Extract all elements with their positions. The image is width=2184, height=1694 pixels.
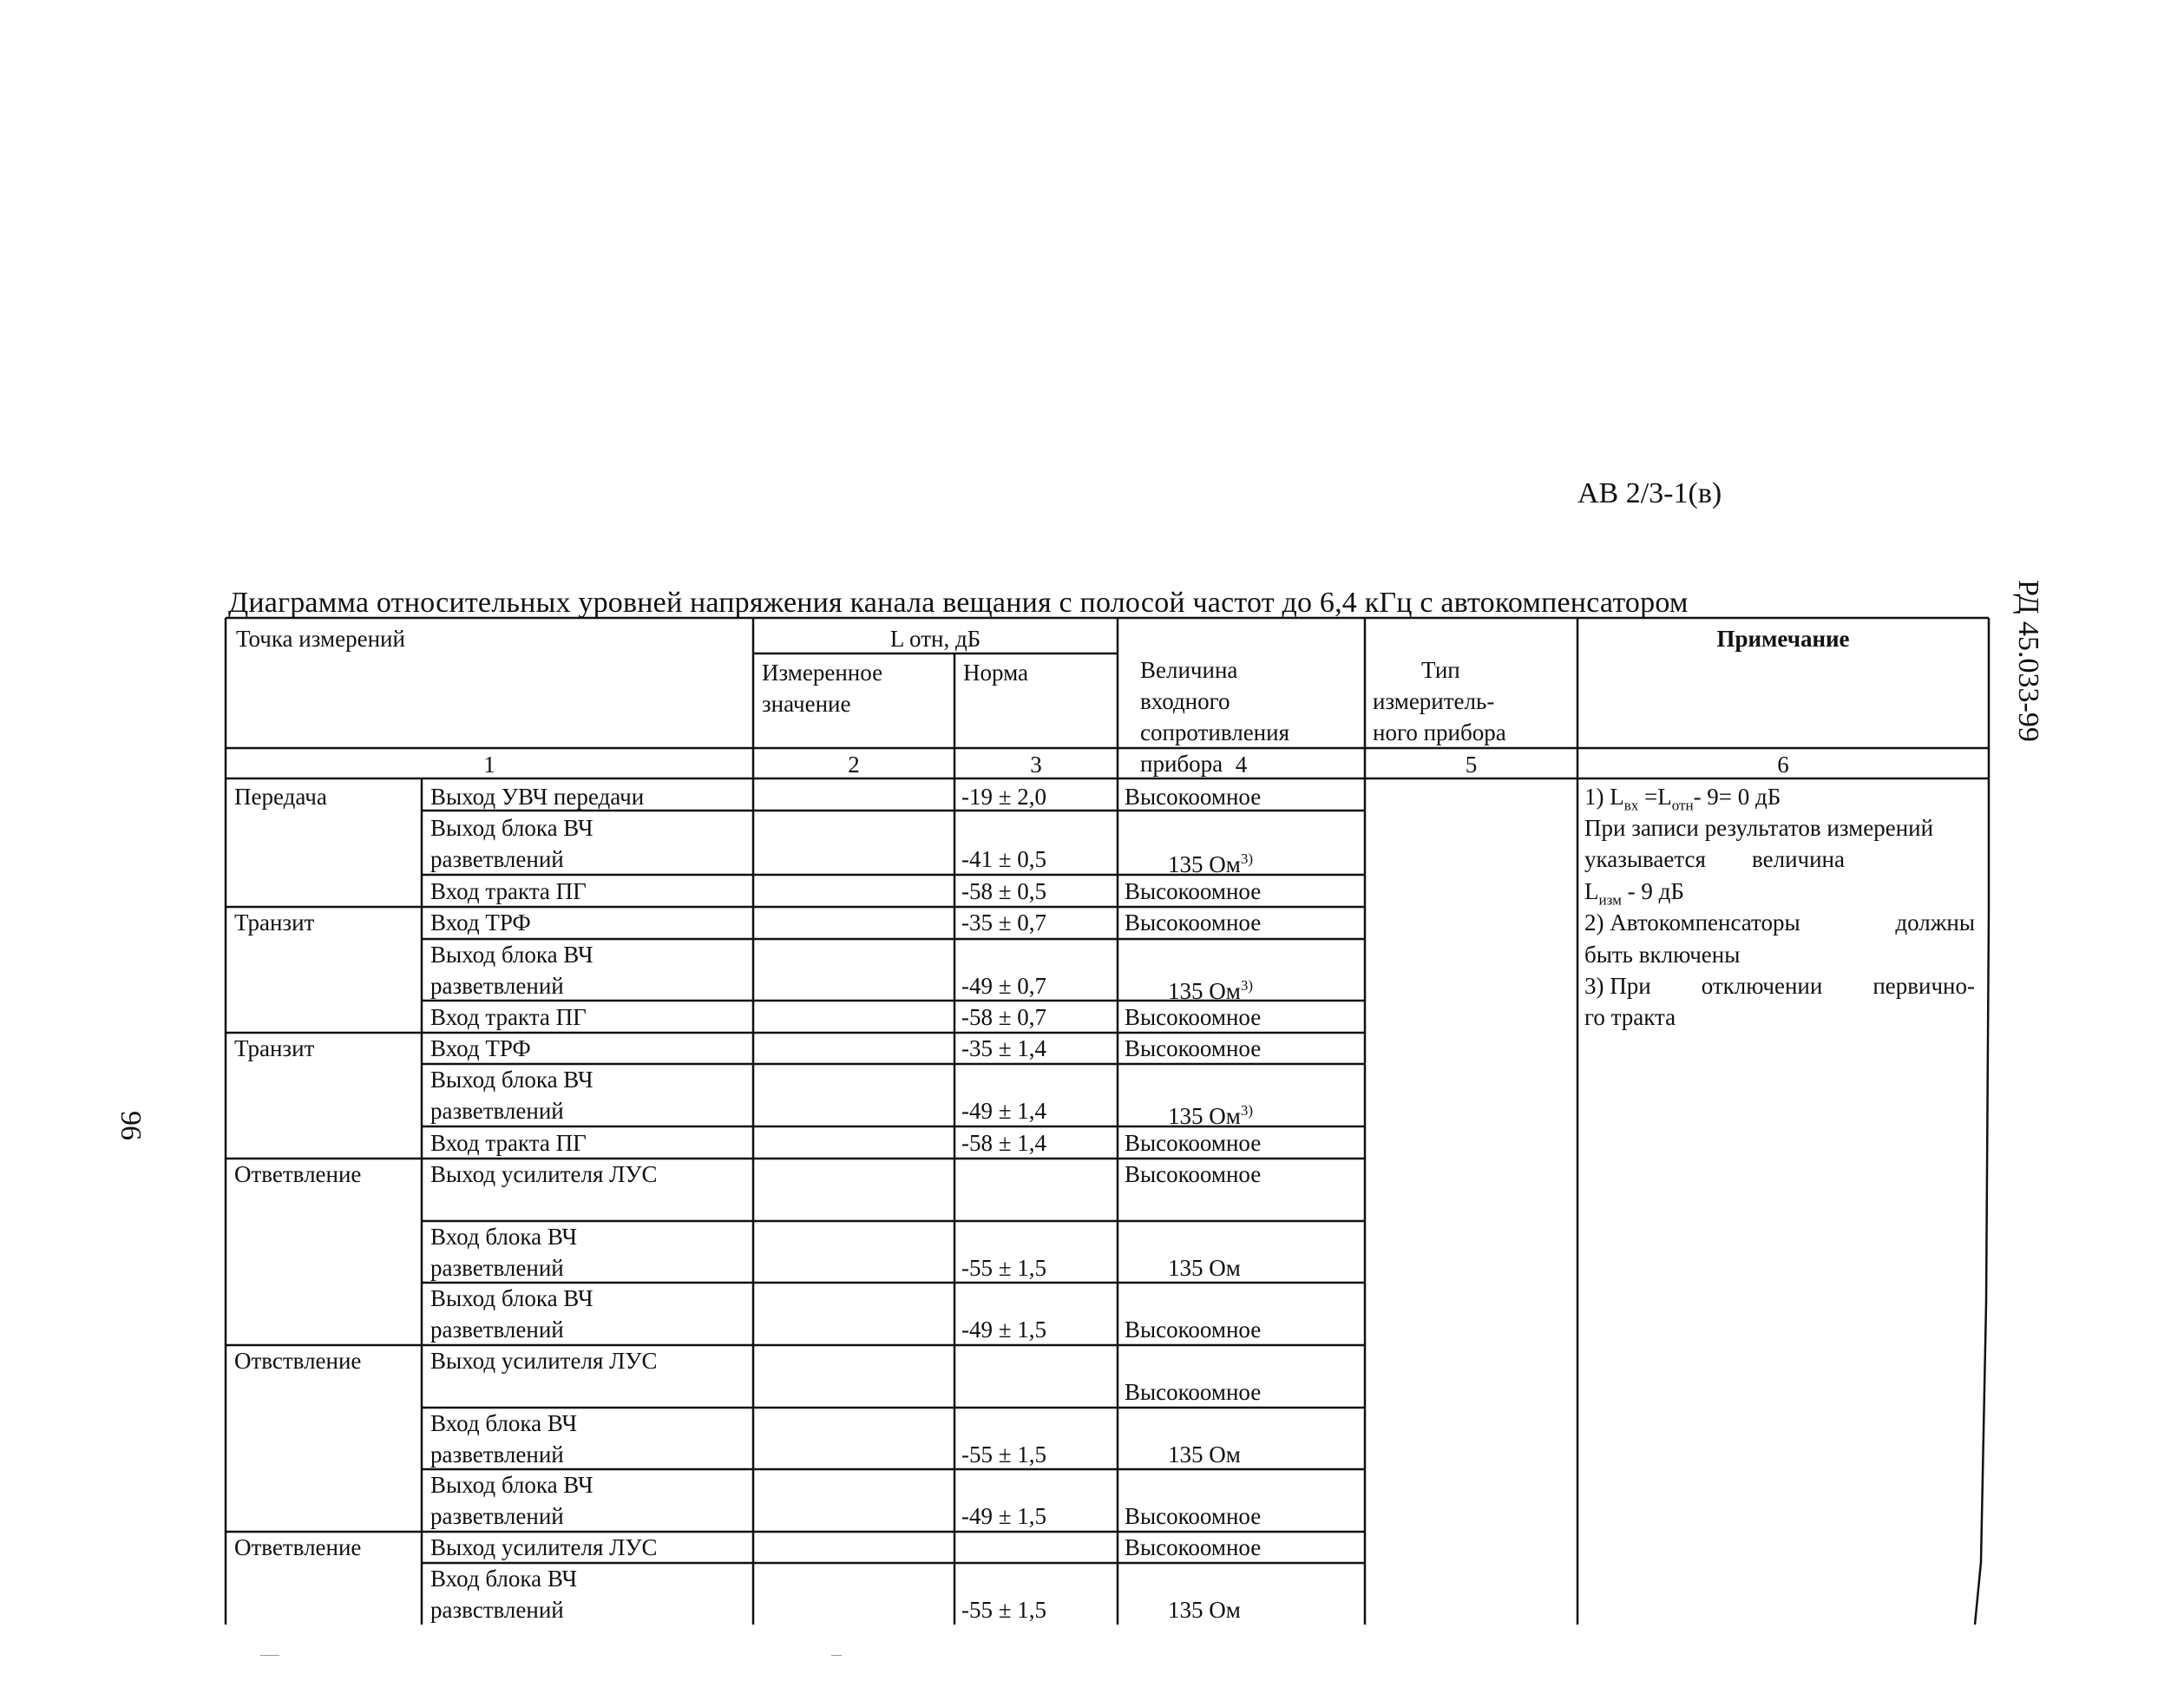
norm-value: -55 ± 1,5 [961,1441,1047,1467]
point-name: Выход блока ВЧ разветвлений [430,815,594,872]
impedance-value: Высокоомное [1125,784,1262,810]
note-word: должны [1895,909,1975,936]
impedance-value: 135 Ом [1168,1255,1241,1281]
page-number: 96 [115,1111,147,1140]
point-name: Вход ТРФ [430,1035,531,1061]
document-code: АВ 2/3-1(в) [1577,477,1722,509]
impedance-value: Высокоомное [1125,1534,1262,1560]
norm-value: -35 ± 0,7 [961,909,1047,936]
impedance-value: Высокоомное [1125,1503,1262,1529]
note-text [1584,844,1845,875]
header-lotn: L отн, дБ [889,626,981,652]
note-1-sub: вх [1623,797,1639,814]
point-name: Вход тракта ПГ [430,1130,587,1156]
col-number: 6 [1777,752,1789,778]
point-name: Вход тракта ПГ [430,878,587,904]
norm-value: -58 ± 0,7 [961,1004,1047,1030]
point-name: Выход блока ВЧ разветвлений [430,1472,594,1529]
group-label: Ответвление [234,1534,362,1560]
impedance-value: Высокоомное [1125,878,1262,904]
impedance-value: 135 Ом [1168,1441,1241,1467]
point-name: Выход блока ВЧ разветвлений [430,1067,594,1124]
norm-value: -49 ± 1,5 [961,1316,1047,1343]
norm-value: -55 ± 1,5 [961,1255,1047,1281]
impedance-value: Высокоомное [1125,909,1262,936]
header-norm: Норма [963,660,1028,686]
norm-value: -58 ± 1,4 [961,1130,1047,1156]
norm-value: -55 ± 1,5 [961,1597,1047,1623]
note-1-prefix: 1) L [1584,784,1624,810]
note-word: - 9 дБ [1621,878,1684,904]
impedance-value: Высокоомное [1125,1161,1262,1187]
point-name: Выход блока ВЧ разветвлений [430,942,594,999]
impedance-value: Высокоомное [1125,1004,1262,1030]
point-name: Выход усилителя ЛУС [430,1348,658,1374]
footnote-ref: 3) [1240,850,1254,867]
note-word: отключении [1701,973,1823,999]
scan-speck [260,1655,279,1656]
note-word: указывается [1584,846,1706,872]
group-label: Отвствление [234,1348,362,1374]
scan-speck [831,1655,842,1656]
point-name: Выход блока ВЧ разветвлений [430,1285,594,1343]
col-number: 1 [483,752,495,778]
standard-code: РД 45.033-99 [2012,580,2044,742]
point-name: Вход блока ВЧ развствлений [430,1566,578,1623]
note-1-sub: отн [1671,797,1694,814]
header-device-type-text: Тип измеритель- ного прибора [1373,657,1506,745]
col-number: 3 [1030,752,1042,778]
norm-value: -19 ± 2,0 [961,784,1047,810]
col-number: 5 [1465,752,1478,778]
norm-value: -49 ± 1,4 [961,1098,1047,1124]
group-label: Транзит [234,909,315,936]
note-text: го тракта [1584,1004,1676,1030]
col-number: 2 [848,752,860,778]
point-name: Выход усилителя ЛУС [430,1161,658,1187]
norm-value: -35 ± 1,4 [961,1035,1047,1061]
impedance-value [1168,844,1253,880]
col-number: 4 [1235,752,1248,778]
norm-value: -49 ± 0,7 [961,973,1047,999]
note-word: L [1584,878,1599,904]
impedance-text: 135 Ом [1168,1103,1241,1129]
point-name: Выход усилителя ЛУС [430,1534,658,1560]
impedance-value [1168,1095,1253,1132]
header-note: Примечание [1716,626,1850,652]
note-word: первично- [1872,973,1975,999]
impedance-value: 135 Ом [1168,1597,1241,1623]
note-2 [1584,907,1975,938]
point-name: Вход тракта ПГ [430,1004,587,1030]
header-impedance-text: Величина входного сопротивления прибора [1140,657,1289,777]
impedance-text: 135 Ом [1168,978,1241,1004]
note-word: 2) Автокомпенсаторы [1584,909,1800,936]
point-name: Вход ТРФ [430,909,531,936]
note-text: При записи результатов измерений [1584,815,1934,841]
norm-value: -41 ± 0,5 [961,846,1047,872]
note-1-mid: =L [1638,784,1672,810]
note-word: 3) При [1584,973,1651,999]
norm-value: -58 ± 0,5 [961,878,1047,904]
footnote-ref: 3) [1240,977,1254,994]
header-point: Точка измерений [236,626,405,652]
note-word: величина [1752,846,1845,872]
impedance-text: 135 Ом [1168,851,1241,877]
note-sub: изм [1598,891,1622,909]
footnote-ref: 3) [1240,1102,1254,1119]
group-label: Ответвление [234,1161,362,1187]
norm-value: -49 ± 1,5 [961,1503,1047,1529]
impedance-value: Высокоомное [1125,1316,1262,1343]
note-3 [1584,970,1975,1001]
impedance-value: Высокоомное [1125,1035,1262,1061]
note-1-rest: - 9= 0 дБ [1693,784,1781,810]
group-label: Передача [234,784,327,810]
impedance-value: Высокоомное [1125,1130,1262,1156]
point-name: Вход блока ВЧ разветвлений [430,1224,578,1281]
point-name: Выход УВЧ передачи [430,784,645,810]
note-text: быть включены [1584,942,1741,968]
point-name: Вход блока ВЧ разветвлений [430,1410,578,1467]
header-measured: Измеренное значение [762,660,883,717]
diagram-title: Диаграмма относительных уровней напряжения канала вещания с полосой частот до 6,4 кГц с автокомпенсатором [228,587,1689,619]
group-label: Транзит [234,1035,315,1061]
impedance-value: Высокоомное [1125,1379,1262,1405]
